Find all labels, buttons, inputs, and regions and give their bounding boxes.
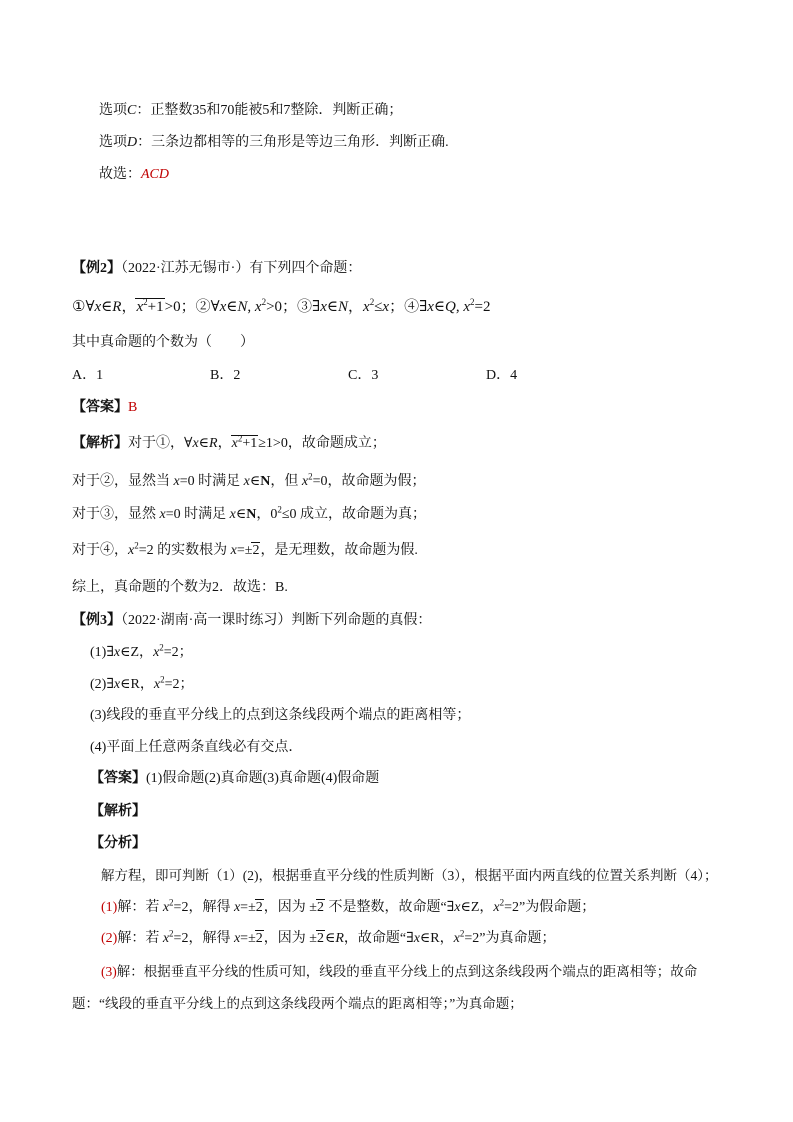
answer-value: (1)假命题(2)真命题(3)真命题(4)假命题	[146, 771, 380, 786]
answer-value: B	[128, 400, 138, 415]
example-2-conclusion: 综上，真命题的个数为2．故选：B.	[72, 580, 288, 595]
example-2-heading: 【例2】（2022·江苏无锡市·）有下列四个命题：	[72, 261, 362, 276]
example-2-analysis-2: 对于②，显然当 x=0 时满足 x∈N，但 $x^2=0$，故命题为假；	[72, 471, 426, 489]
example-2-question: 其中真命题的个数为（ ）	[72, 335, 254, 350]
example-3-solution-3-line-2: 题：“线段的垂直平分线上的点到这条线段两个端点的距离相等；”为真命题；	[72, 996, 523, 1011]
example-3-item-4: (4)平面上任意两条直线必有交点．	[90, 740, 303, 755]
example-tag: 【例2】	[72, 261, 121, 276]
example-tag: 【例3】	[72, 613, 121, 628]
option-c: C．3	[348, 368, 379, 383]
example-3-analysis-text: 解方程，即可判断（1）(2)，根据垂直平分线的性质判断（3），根据平面内两直线的位置关系判断（4）；	[101, 868, 718, 883]
example-3-item-2: (2)∃x∈R，$x^2=2$；	[90, 674, 194, 692]
example-3-analysis-tag: 【解析】	[90, 804, 146, 819]
option-a: A．1	[72, 368, 104, 383]
example-2-propositions: ①∀x∈R，$x^2+1>0$；②∀x∈N, $x^2>0$；③∃x∈N，$x^2\le x$；④∃x∈Q, $x^2=2$	[72, 297, 491, 315]
example-3-solution-3-line-1: (3)解：根据垂直平分线的性质可知，线段的垂直平分线上的点到这条线段两个端点的距离相等；故命	[101, 964, 698, 979]
example-3-item-1: (1)∃x∈Z，$x^2=2$；	[90, 642, 193, 660]
example-2-answer: 【答案】B	[72, 400, 138, 415]
example-2-analysis-3: 对于③，显然 x=0 时满足 x∈N，$0^2\le 0$ 成立，故命题为真；	[72, 504, 427, 522]
option-c-letter: C	[127, 103, 137, 118]
example-2-analysis-1: 【解析】对于①，∀x∈R，$x^2+1\ge 1>0$，故命题成立；	[72, 433, 386, 451]
choose-value: ACD	[141, 167, 169, 182]
choose-line: 故选：ACD	[99, 167, 169, 182]
option-d: D．4	[486, 368, 518, 383]
example-3-analysis2-tag: 【分析】	[90, 836, 146, 851]
option-d-letter: D	[127, 135, 138, 150]
option-b: B．2	[210, 368, 241, 383]
example-3-solution-1: (1)解：若 $x^2=2$，解得 x=±2，因为 ±2 不是整数，故命题“∃x∈Z，$x^2=2$”为假命题；	[101, 897, 596, 915]
option-d-line: 选项D：三条边都相等的三角形是等边三角形．判断正确.	[99, 135, 449, 150]
example-2-analysis-4: 对于④，$x^2=2$ 的实数根为 x=±2，是无理数，故命题为假.	[72, 540, 418, 558]
example-3-answer: 【答案】(1)假命题(2)真命题(3)真命题(4)假命题	[90, 771, 380, 786]
option-c-line: 选项C：正整数35和70能被5和7整除．判断正确；	[99, 103, 403, 118]
example-3-item-3: (3)线段的垂直平分线上的点到这条线段两个端点的距离相等；	[90, 708, 471, 723]
example-3-heading: 【例3】（2022·湖南·高一课时练习）判断下列命题的真假：	[72, 613, 432, 628]
example-3-solution-2: (2)解：若 $x^2=2$，解得 x=±2，因为 ±2∈R，故命题“∃x∈R，$x^2=2$”为真命题；	[101, 928, 556, 946]
